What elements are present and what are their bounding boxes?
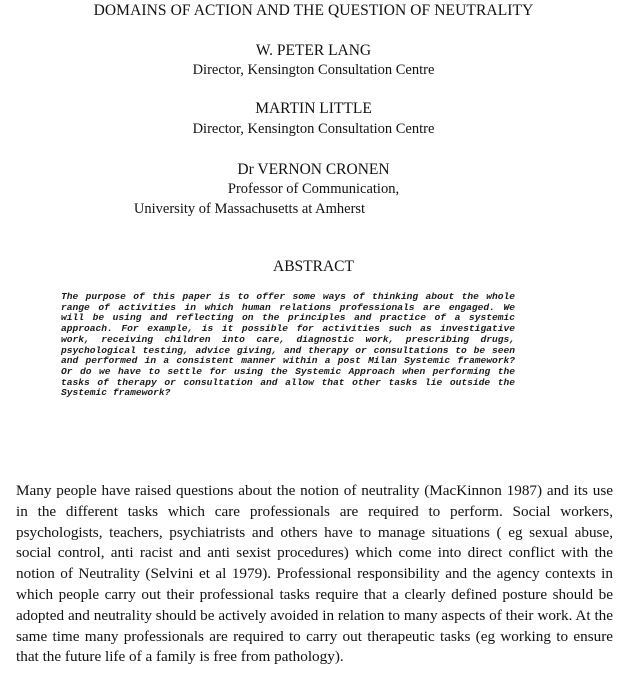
author-name: Dr VERNON CRONEN <box>237 161 390 178</box>
author-name: MARTIN LITTLE <box>255 100 372 117</box>
author-institution: University of Massachusetts at Amherst <box>133 201 366 217</box>
paper-title: DOMAINS OF ACTION AND THE QUESTION OF NEUTRALITY <box>93 2 534 19</box>
author-name: W. PETER LANG <box>255 42 372 59</box>
author-affiliation: Director, Kensington Consultation Centre <box>192 62 435 78</box>
abstract-heading: ABSTRACT <box>273 258 354 275</box>
author-affiliation: Director, Kensington Consultation Centre <box>192 121 435 137</box>
abstract-text: The purpose of this paper is to offer some ways of thinking about the whole range of activities in which human relations professionals are engaged. We will be using and reflecting on the principles and practice of a systemic approach. For example, is it possible for activities such as investigative work, receiving children into care, diagnostic work, prescribing drugs, psychological testing, advice giving, and therapy or consultations to be seen and performed in a consistent manner within a post Milan Systemic framework? Or do we have to settle for using the Systemic Approach when performing the tasks of therapy or consultation and allow that other tasks lie outside the Systemic framework? <box>61 291 515 399</box>
author-affiliation: Professor of Communication, <box>227 181 400 197</box>
body-paragraph: Many people have raised questions about the notion of neutrality (MacKinnon 1987) and its use in the different tasks which care professionals are required to perform. Social workers, psychologists, teachers, psychiatrists and others have to manage situations ( eg sexual abuse, social control, anti racist and anti sexist procedures) which come into direct conflict with the notion of Neutrality (Selvini et al 1979). Professional responsibility and the agency contexts in which people carry out their professional tasks require that a clearly defined posture should be adopted and neutrality should be actively avoided in relation to many aspects of their work. At the same time many professionals are required to carry out therapeutic tasks (eg working to ensure that the future life of a family is free from pathology). <box>16 482 613 666</box>
